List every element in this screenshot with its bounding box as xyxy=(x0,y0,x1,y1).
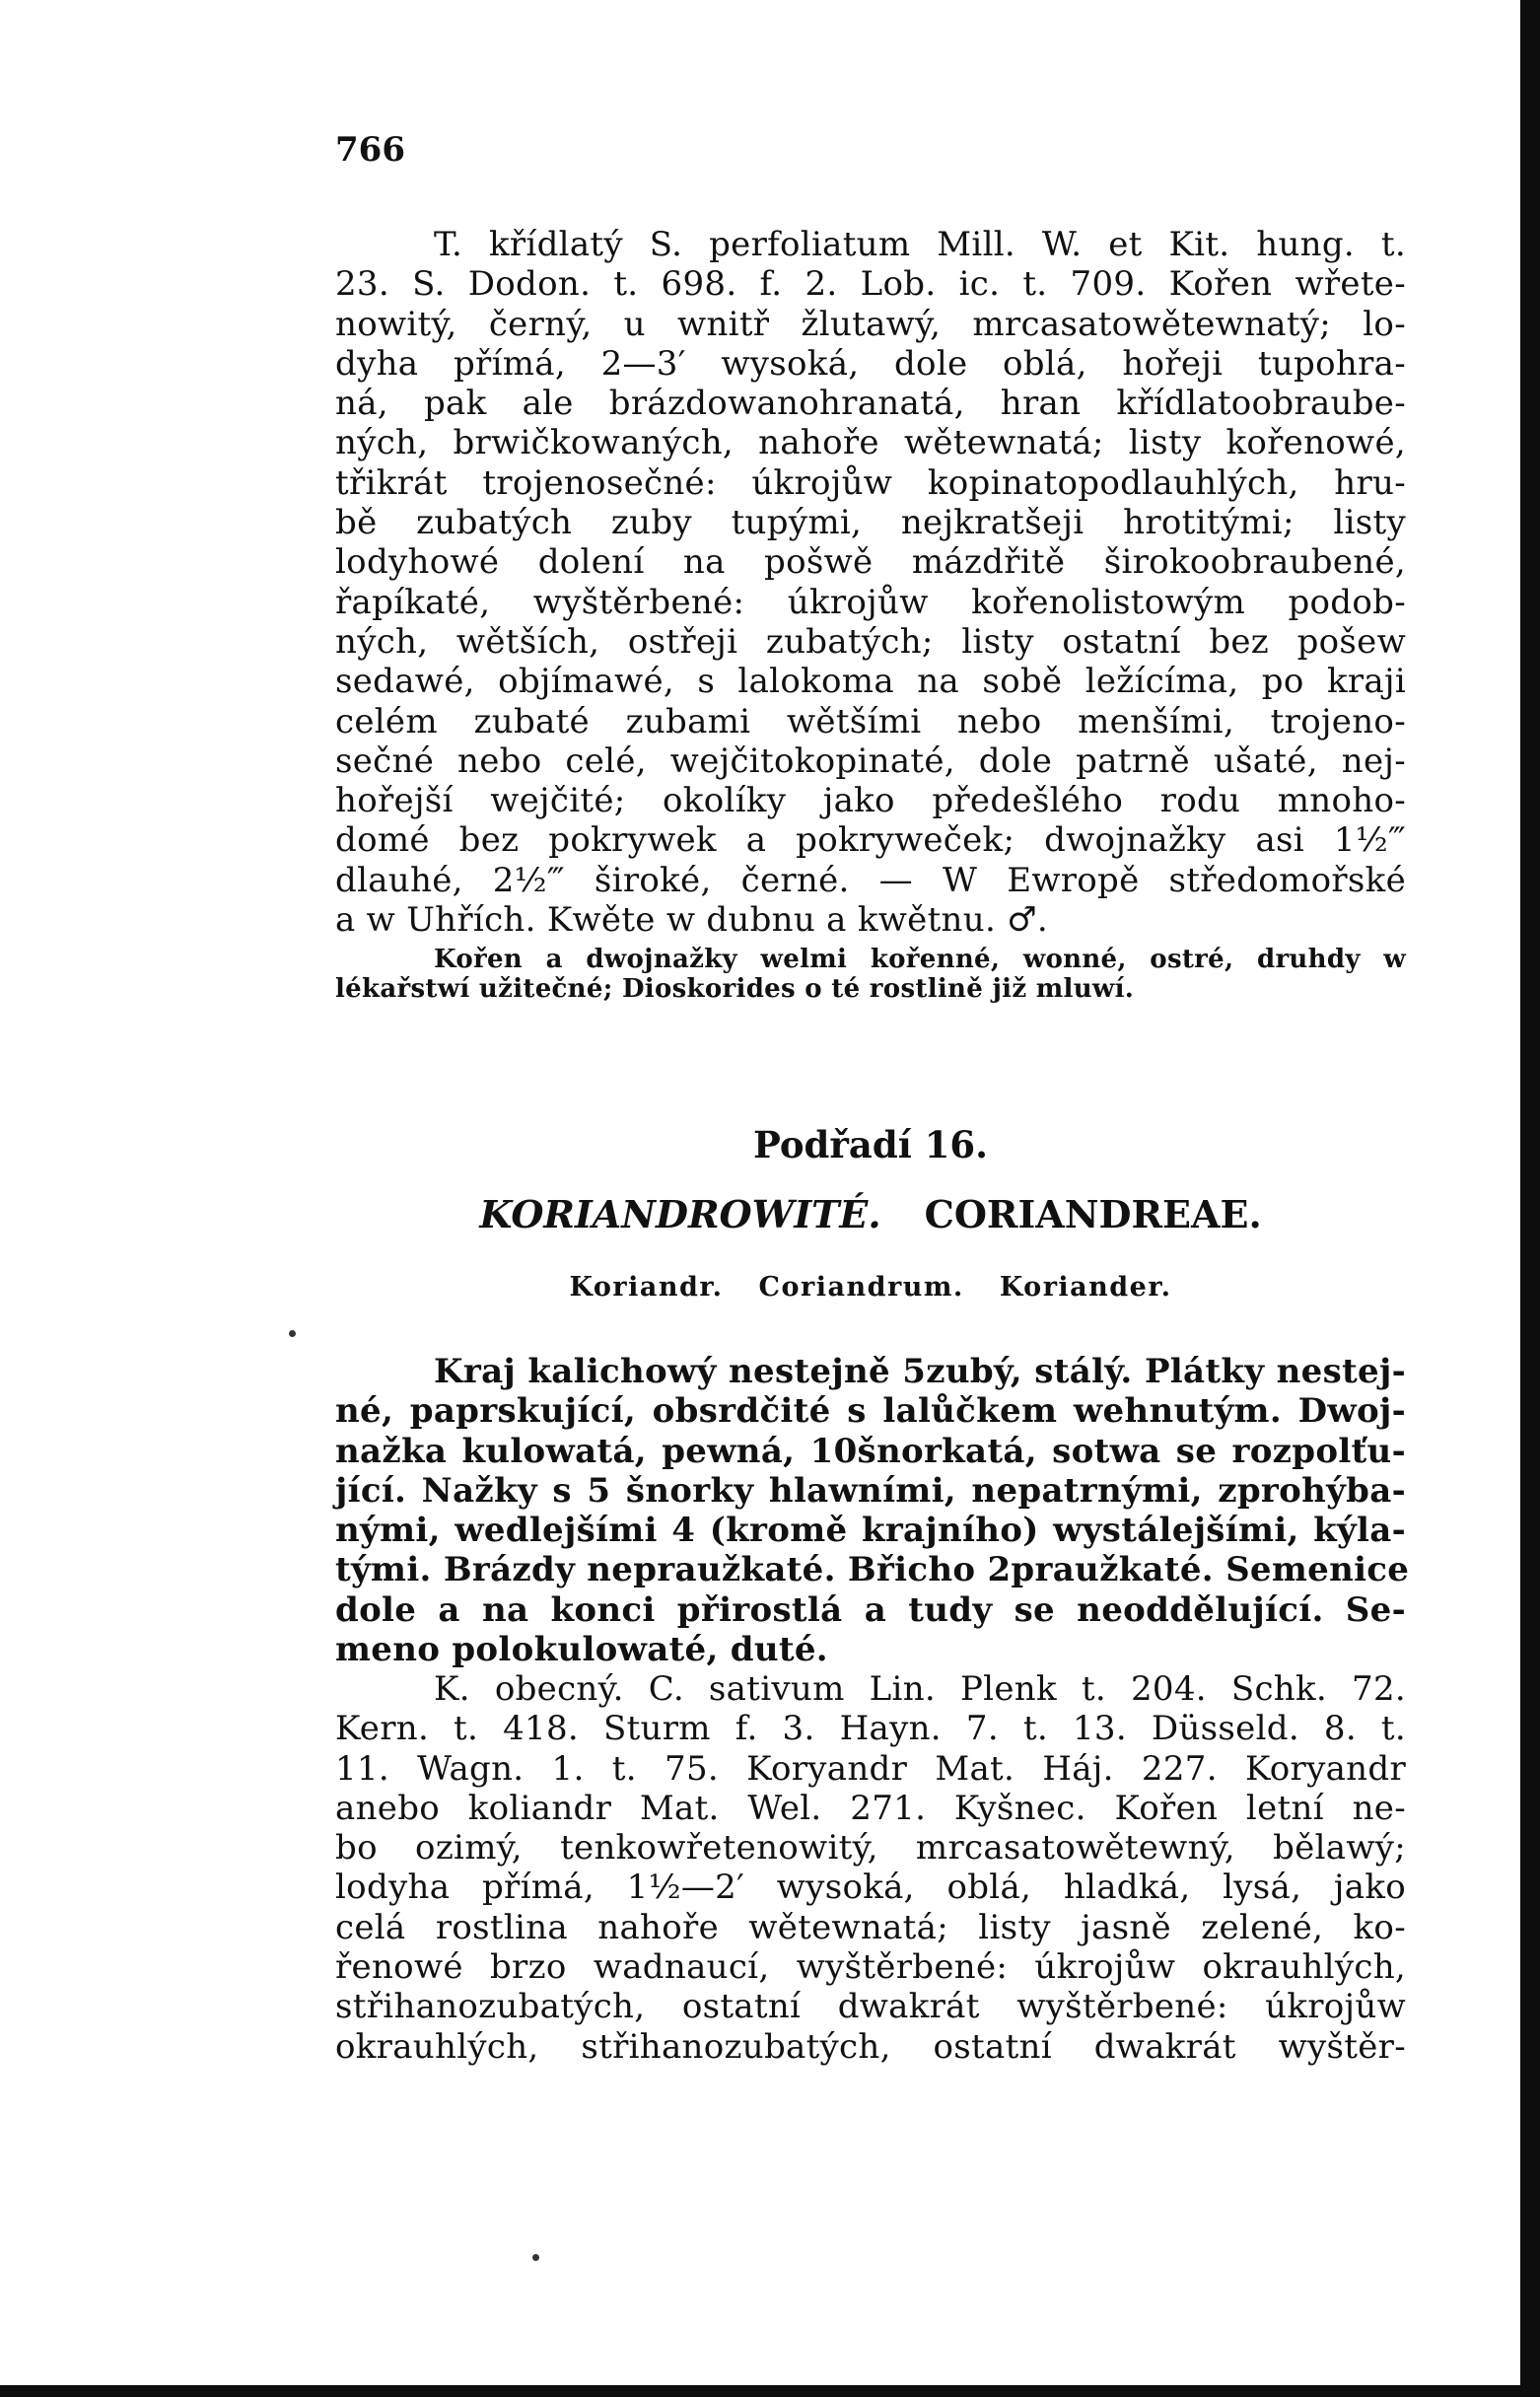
family-heading-block xyxy=(335,1187,1406,1242)
text-line: 23. S. Dodon. t. 698. f. 2. Lob. ic. t. 709. Kořen wřete- xyxy=(335,264,1406,305)
text-line: řenowé brzo wadnaucí, wyštěrbené: úkrojůw okrauhlých, xyxy=(335,1947,1406,1988)
text-line: nowitý, černý, u wnitř žlutawý, mrcasatowětewnatý; lo- xyxy=(335,304,1406,344)
text-line: a w Uhřích. Kwěte w dubnu a kwětnu. ♂. xyxy=(335,900,1049,941)
ink-speck xyxy=(532,2254,539,2261)
text-line: třikrát trojenosečné: úkrojůw kopinatopodlauhlých, hru- xyxy=(335,462,1406,503)
text-line: lodyha přímá, 1½—2′ wysoká, oblá, hladká, lysá, jako xyxy=(335,1868,1406,1908)
family-name-latin: CORIANDREAE. xyxy=(924,1192,1262,1236)
text-line: tými. Brázdy neprаužkaté. Břicho 2praužkaté. Semenice xyxy=(335,1550,1410,1590)
scan-border-bottom xyxy=(0,2385,1540,2397)
genus-heading-block xyxy=(335,1268,1406,1307)
text-line: meno polokulowaté, duté. xyxy=(335,1630,828,1670)
text-line: dlauhé, 2½‴ široké, černé. — W Ewropě středomořské xyxy=(335,860,1406,900)
suborder-heading: Podřadí 16. xyxy=(752,1123,989,1166)
text-line: bě zubatých zuby tupými, nejkratšeji hrotitými; listy xyxy=(335,503,1406,543)
species-entry-perfoliatum xyxy=(335,225,1406,940)
text-line: hořejší wejčité; okolíky jako předešlého rodu mnoho- xyxy=(335,781,1406,821)
text-line: 11. Wagn. 1. t. 75. Koryandr Mat. Háj. 227. Koryandr xyxy=(335,1748,1406,1789)
text-line: ná, pak ale brázdowanohranatá, hran křídlatoobraube- xyxy=(335,384,1406,424)
scan-border-right xyxy=(1520,0,1540,2397)
text-line: K. obecný. C. sativum Lin. Plenk t. 204. Schk. 72. xyxy=(434,1669,1406,1709)
usage-note xyxy=(335,945,1406,1004)
genus-heading xyxy=(335,1268,1406,1307)
page-number: 766 xyxy=(335,130,405,170)
text-line: nými, wedlejšími 4 (kromě krajního) wystálejšími, kýla- xyxy=(335,1511,1406,1551)
genus-name-czech: Koriandr. xyxy=(569,1272,724,1303)
text-line: bo ozimý, tenkowřetenowitý, mrcasatowětewný, bělawý; xyxy=(335,1828,1406,1868)
ink-speck xyxy=(289,1330,296,1337)
genus-name-latin: Coriandrum. xyxy=(758,1272,964,1303)
text-line: lodyhowé dolení na pošwě mázdřitě širokoobraubené, xyxy=(335,542,1406,583)
text-line: T. křídlatý S. perfoliatum Mill. W. et Kit. hung. t. xyxy=(434,225,1406,264)
family-name-czech: KORIANDROWITÉ. xyxy=(479,1192,881,1236)
genus-description xyxy=(335,1352,1410,1670)
text-line: sedawé, objímawé, s lalokoma na sobě ležícíma, po kraji xyxy=(335,662,1406,702)
note-line: Kořen a dwojnažky welmi kořenné, wonné, ostré, druhdy w xyxy=(434,945,1406,974)
suborder-heading-block xyxy=(335,1120,1406,1169)
species-entry-sativum xyxy=(335,1669,1406,2067)
note-line: lékařstwí užitečné; Dioskorides o té rostlině již mluwí. xyxy=(335,974,1135,1004)
text-line: né, paprskující, obsrdčité s lalůčkem wehnutým. Dwoj- xyxy=(335,1391,1406,1432)
family-heading xyxy=(335,1187,1406,1242)
text-line: jící. Nažky s 5 šnorky hlawními, nepatrnými, zprohýba- xyxy=(335,1470,1406,1511)
text-line: dyha přímá, 2—3′ wysoká, dole oblá, hořeji tupohra- xyxy=(335,343,1406,384)
genus-name-german: Koriander. xyxy=(999,1272,1172,1303)
text-line: Kraj kalichowý nestejně 5zubý, stálý. Plátky nestej- xyxy=(434,1352,1406,1391)
text-line: Kern. t. 418. Sturm f. 3. Hayn. 7. t. 13. Düsseld. 8. t. xyxy=(335,1709,1406,1749)
text-line: celá rostlina nahoře wětewnatá; listy jasně zelené, ko- xyxy=(335,1907,1406,1947)
text-line: nažka kulowatá, pewná, 10šnorkatá, sotwa se rozpolťu- xyxy=(335,1431,1406,1471)
text-line: sečné nebo celé, wejčitokopinaté, dole patrně ušaté, nej- xyxy=(335,740,1406,781)
text-line: okrauhlých, střihanozubatých, ostatní dwakrát wyštěr- xyxy=(335,2026,1406,2067)
text-line: celém zubaté zubami wětšími nebo menšími, trojeno- xyxy=(335,701,1406,741)
text-line: dole a na konci přirostlá a tudy se neoddělující. Se- xyxy=(335,1589,1406,1630)
text-line: domé bez pokrywek a pokryweček; dwojnažky asi 1½‴ xyxy=(335,820,1406,861)
text-line: anebo koliandr Mat. Wel. 271. Kyšnec. Kořen letní ne- xyxy=(335,1788,1406,1828)
text-line: řapíkaté, wyštěrbené: úkrojůw kořenolistowým podob- xyxy=(335,582,1406,622)
text-line: střihanozubatých, ostatní dwakrát wyštěrbené: úkrojůw xyxy=(335,1987,1406,2027)
text-line: ných, brwičkowaných, nahoře wětewnatá; listy kořenowé, xyxy=(335,423,1406,463)
text-line: ných, wětších, ostřeji zubatých; listy ostatní bez pošew xyxy=(335,621,1406,662)
